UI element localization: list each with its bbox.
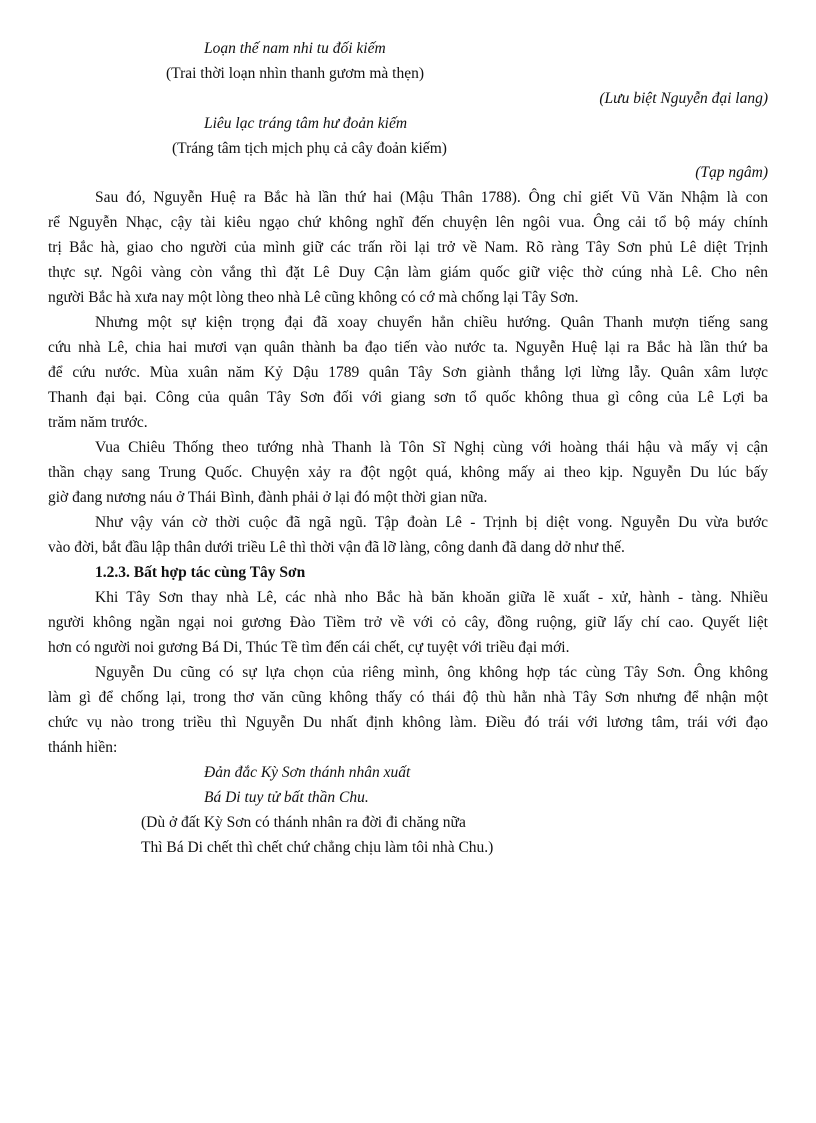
- poem2-line2: Bá Di tuy tử bất thần Chu.: [204, 789, 369, 806]
- poem2-translation-line2: Thì Bá Di chết thì chết chứ chẳng chịu làm tôi nhà Chu.): [141, 839, 494, 856]
- para2-line: để cứu nước. Mùa xuân năm Kỷ Dậu 1789 quân Tây Sơn giành thắng lợi lừng lẫy. Quân xâm lược: [48, 364, 768, 381]
- para1-line: trị Bắc hà, giao cho người của mình giữ các trấn rồi lại trở về Nam. Rõ ràng Tây Sơn phủ Lê diệt Trịnh: [48, 239, 768, 256]
- poem1-source1: (Lưu biệt Nguyễn đại lang): [599, 90, 768, 107]
- para3-line: giờ đang nương náu ở Thái Bình, đành phải ở lại đó một thời gian nữa.: [48, 489, 488, 506]
- para2-line: cứu nhà Lê, chia hai mươi vạn quân thành ba đạo tiến vào nước ta. Nguyễn Huệ lại ra Bắc hà lần thứ ba: [48, 339, 768, 356]
- para1-line: rể Nguyễn Nhạc, cậy tài kiêu ngạo chứ không nghĩ đến chuyện lên ngôi vua. Ông cải tổ bộ máy chính: [48, 214, 768, 231]
- para2-line: trăm năm trước.: [48, 414, 148, 431]
- para6-line: Nguyễn Du cũng có sự lựa chọn của riêng mình, ông không hợp tác cùng Tây Sơn. Ông không: [95, 664, 768, 681]
- para3-line: thần chạy sang Trung Quốc. Chuyện xảy ra đột ngột quá, không mấy ai theo kịp. Nguyễn Du lúc bấy: [48, 464, 768, 481]
- para2-line: Nhưng một sự kiện trọng đại đã xoay chuyển hẳn chiều hướng. Quân Thanh mượn tiếng sang: [95, 314, 768, 331]
- poem2-line1: Đản đắc Kỳ Sơn thánh nhân xuất: [204, 764, 411, 781]
- para5-line: hơn có người noi gương Bá Di, Thúc Tề tìm đến cái chết, cự tuyệt với triều đại mới.: [48, 639, 570, 656]
- para4-line: Như vậy ván cờ thời cuộc đã ngã ngũ. Tập đoàn Lê - Trịnh bị diệt vong. Nguyễn Du vừa bước: [95, 514, 768, 531]
- section-heading: 1.2.3. Bất hợp tác cùng Tây Sơn: [95, 564, 306, 581]
- poem1-source2: (Tạp ngâm): [695, 164, 768, 181]
- para2-line: Thanh đại bại. Công của quân Tây Sơn đối với giang sơn tổ quốc không thua gì công của Lê Lợi ba: [48, 389, 768, 406]
- para3-line: Vua Chiêu Thống theo tướng nhà Thanh là Tôn Sĩ Nghị cùng với hoàng thái hậu và mấy vị cận: [95, 439, 768, 456]
- para6-line: chức vụ nào trong triều thì Nguyễn Du nhất định không làm. Điều đó trái với lương tâm, trái với đạo: [48, 714, 768, 731]
- poem1-line2: Liêu lạc tráng tâm hư đoản kiếm: [204, 115, 408, 132]
- poem2-translation-line1: (Dù ở đất Kỳ Sơn có thánh nhân ra đời đi chăng nữa: [141, 814, 466, 831]
- para6-line: làm gì để chống lại, trong thơ văn cũng không thấy có thái độ thù hằn nhà Tây Sơn nhưng để nhận một: [48, 689, 768, 706]
- poem1-line2-translation: (Tráng tâm tịch mịch phụ cả cây đoản kiếm): [172, 140, 447, 157]
- para1-line: thực sự. Ngôi vàng còn vắng thì đặt Lê Duy Cận làm giám quốc giữ việc thờ cúng nhà Lê. Cho nên: [48, 264, 768, 281]
- para5-line: người không ngần ngại noi gương Đào Tiềm trở về với cỏ cây, đồng ruộng, giữ lấy chí cao. Quyết liệt: [48, 614, 768, 631]
- para1-line: người Bắc hà xưa nay một lòng theo nhà Lê cũng không có cớ mà chống lại Tây Sơn.: [48, 289, 579, 306]
- para1-line: Sau đó, Nguyễn Huệ ra Bắc hà lần thứ hai (Mậu Thân 1788). Ông chỉ giết Vũ Văn Nhậm là con: [95, 189, 768, 206]
- para6-line: thánh hiền:: [48, 739, 118, 756]
- para5-line: Khi Tây Sơn thay nhà Lê, các nhà nho Bắc hà băn khoăn giữa lẽ xuất - xử, hành - tàng. Nhiều: [95, 589, 768, 606]
- poem1-line1: Loạn thế nam nhi tu đối kiếm: [204, 40, 386, 57]
- para4-line: vào đời, bắt đầu lập thân dưới triều Lê thì thời vận đã lỡ làng, công danh đã dang dở như thế.: [48, 539, 625, 556]
- poem1-line1-translation: (Trai thời loạn nhìn thanh gươm mà thẹn): [166, 65, 424, 82]
